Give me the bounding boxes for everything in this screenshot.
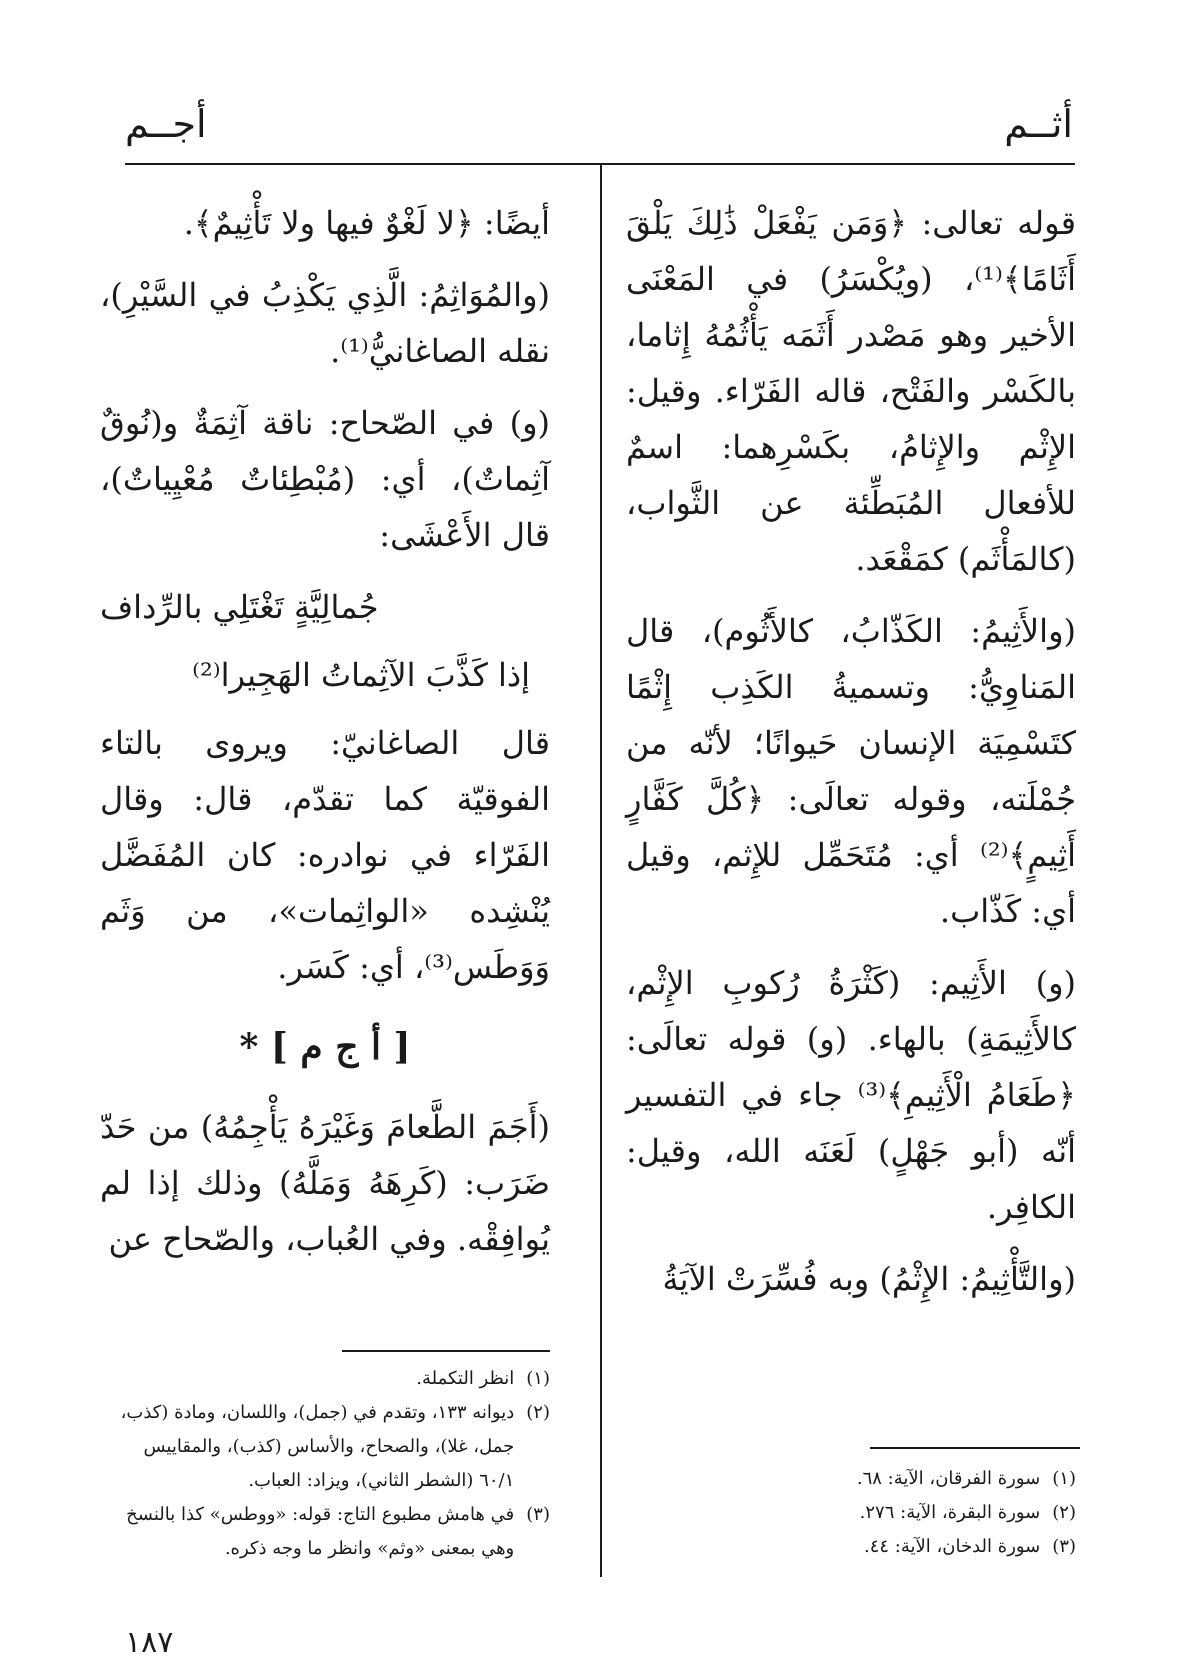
footnote-number: (٣) (1052, 1536, 1076, 1557)
footnote-text: ديوانه ١٣٣، وتقدم في (جمل)، واللسان، ومادة (كذب، جمل، غلا)، والصحاح، والأساس (كذب)، والمقاييس ٦٠/١ (الشطر الثاني)، ويزاد: العباب. (120, 1402, 515, 1491)
page-number: ١٨٧ (125, 1625, 174, 1660)
footnote (636, 1530, 1076, 1564)
footnote-text: في هامش مطبوع التاج: قوله: «ووطس» كذا بالنسخ وهي بمعنى «وثم» وانظر ما وجه ذكره. (126, 1504, 515, 1559)
footnote-rule-right (870, 1447, 1080, 1449)
footnotes-left (110, 1362, 550, 1566)
footnote (636, 1462, 1076, 1496)
footnote (110, 1498, 550, 1566)
running-header-left: أجــم (125, 102, 207, 146)
footnote-text: سورة الفرقان، الآية: ٦٨. (856, 1468, 1041, 1489)
right-column (626, 195, 1076, 1323)
left-column (100, 195, 550, 1283)
footnote-number: (٢) (1052, 1502, 1076, 1523)
paragraph: (و) في الصّحاح: ناقة آثِمَةٌ و(نُوقٌ آثِماتٌ)، أي: (مُبْطِئاتٌ مُعْيِياتٌ)، قال الأَعْشَى: (100, 404, 550, 554)
column-divider (600, 165, 602, 1577)
footnote-number: (٢) (526, 1402, 550, 1423)
footnote-rule-left (342, 1350, 550, 1352)
entry-heading: [ أ ج م ] * (239, 1026, 411, 1068)
verse-line-1: جُمالِيَّةٍ تَغْتَلِي بالرِّداف (100, 588, 379, 626)
paragraph: قوله تعالى: ﴿وَمَن يَفْعَلْ ذَٰلِكَ يَلْقَ أَثَامًا﴾⁽¹⁾، (ويُكْسَرُ) في المَعْنَى الأخير وهو مَصْدر أَثَمَه يَأْثُمُهُ إِثاما، بالكَسْر والفَتْح، قاله الفَرّاء. وقيل: الإِثْم والإِثامُ، بكَسْرِهما: اسمٌ للأفعال المُبَطِّئة عن الثَّواب، (كالمَأْثَم) كمَقْعَد. (626, 204, 1076, 578)
footnote (110, 1396, 550, 1498)
paragraph: (والأَثِيمُ: الكَذّابُ، كالأَثُوم)، قال المَناوِيُّ: وتسميةُ الكَذِب إِثْمًا كتَسْمِيَة الإنسان حَيوانًا؛ لأنّه من جُمْلَته، وقوله تعالَى: ﴿كُلَّ كَفَّارٍ أَثِيمٍ﴾⁽²⁾ أي: مُتَحَمِّل للإِثم، وقيل أي: كَذّاب. (626, 612, 1076, 930)
footnote-number: (١) (1052, 1468, 1076, 1489)
verse-line-2: إذا كَذَّبَ الآثِماتُ الهَجِيرا⁽²⁾ (192, 656, 530, 694)
paragraph: (أَجَمَ الطَّعامَ وَغَيْرَهُ يَأْجِمُهُ) من حَدّ ضَرَب: (كَرِهَهُ وَمَلَّهُ) وذلك إذا لم يُوافِقْه. وفي العُباب، والصّحاح عن (100, 1108, 550, 1258)
footnotes-right (636, 1462, 1076, 1564)
paragraph: أيضًا: ﴿لا لَغْوٌ فيها ولا تَأْثِيمٌ﴾. (183, 204, 550, 242)
footnote (636, 1496, 1076, 1530)
paragraph: (والمُوَاثِمُ: الَّذِي يَكْذِبُ في السَّيْرِ)، نقله الصاغانيُّ⁽¹⁾. (100, 276, 550, 370)
footnote-text: انظر التكملة. (416, 1368, 515, 1389)
footnote-text: سورة الدخان، الآية: ٤٤. (863, 1536, 1041, 1557)
footnote-number: (١) (526, 1368, 550, 1389)
footnote-text: سورة البقرة، الآية: ٢٧٦. (859, 1502, 1041, 1523)
footnote (110, 1362, 550, 1396)
paragraph: قال الصاغانيّ: ويروى بالتاء الفوقيّة كما تقدّم، قال: وقال الفَرّاء في نوادره: كان المُفَضَّل يُنْشِده «الواثِمات»، من وَثَم وَوَطَس⁽³⁾، أي: كَسَر. (100, 724, 550, 986)
paragraph: (و) الأَثِيم: (كَثْرَةُ رُكوبِ الإِثْم، كالأَثِيمَةِ) بالهاء. (و) قوله تعالَى: ﴿طَعَامُ الْأَثِيمِ﴾⁽³⁾ جاء في التفسير أنّه (أبو جَهْلٍ) لَعَنَه الله، وقيل: الكافِر. (626, 964, 1077, 1226)
paragraph: (والتَّأْثِيمُ: الإِثْمُ) وبه فُسِّرَتْ الآيَةُ (662, 1260, 1076, 1298)
running-header-right: أثــم (1004, 102, 1073, 146)
footnote-number: (٣) (526, 1504, 550, 1525)
